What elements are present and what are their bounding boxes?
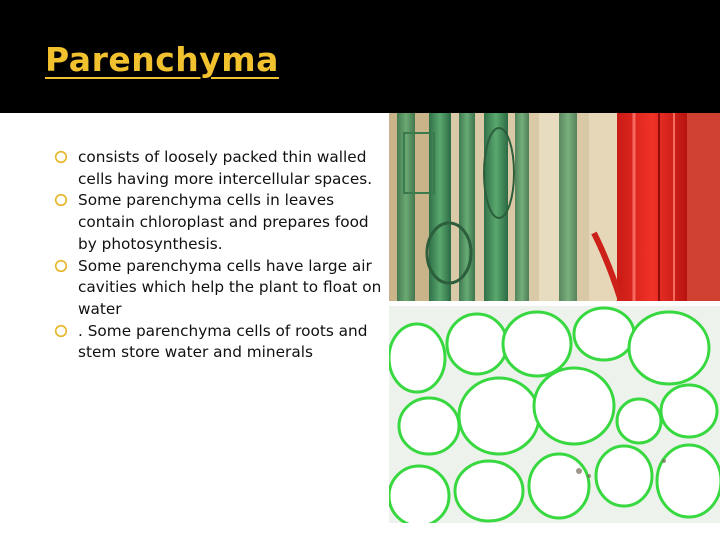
- bullet-text: consists of loosely packed thin walled cells having more intercellular spaces.: [78, 148, 373, 188]
- bullet-item: [54, 321, 384, 364]
- bullet-item: [54, 147, 384, 190]
- hollow-circle-bullet-icon: [54, 324, 70, 340]
- hollow-circle-bullet-icon: [54, 150, 70, 166]
- hollow-circle-bullet-icon: [54, 193, 70, 209]
- bullet-text: Some parenchyma cells have large air cavities which help the plant to float on water: [78, 256, 382, 318]
- bullet-item: [54, 256, 384, 321]
- bullet-text: Some parenchyma cells in leaves contain chloroplast and prepares food by photosynthesis.: [78, 191, 369, 253]
- slide-title: Parenchyma: [45, 40, 279, 79]
- hollow-circle-bullet-icon: [54, 259, 70, 275]
- bullet-item: [54, 190, 384, 255]
- parenchyma-cross-section-image: [389, 306, 720, 523]
- bullet-text: . Some parenchyma cells of roots and stem store water and minerals: [78, 321, 368, 362]
- longitudinal-section-image: [389, 113, 720, 301]
- bullet-list: [54, 147, 384, 364]
